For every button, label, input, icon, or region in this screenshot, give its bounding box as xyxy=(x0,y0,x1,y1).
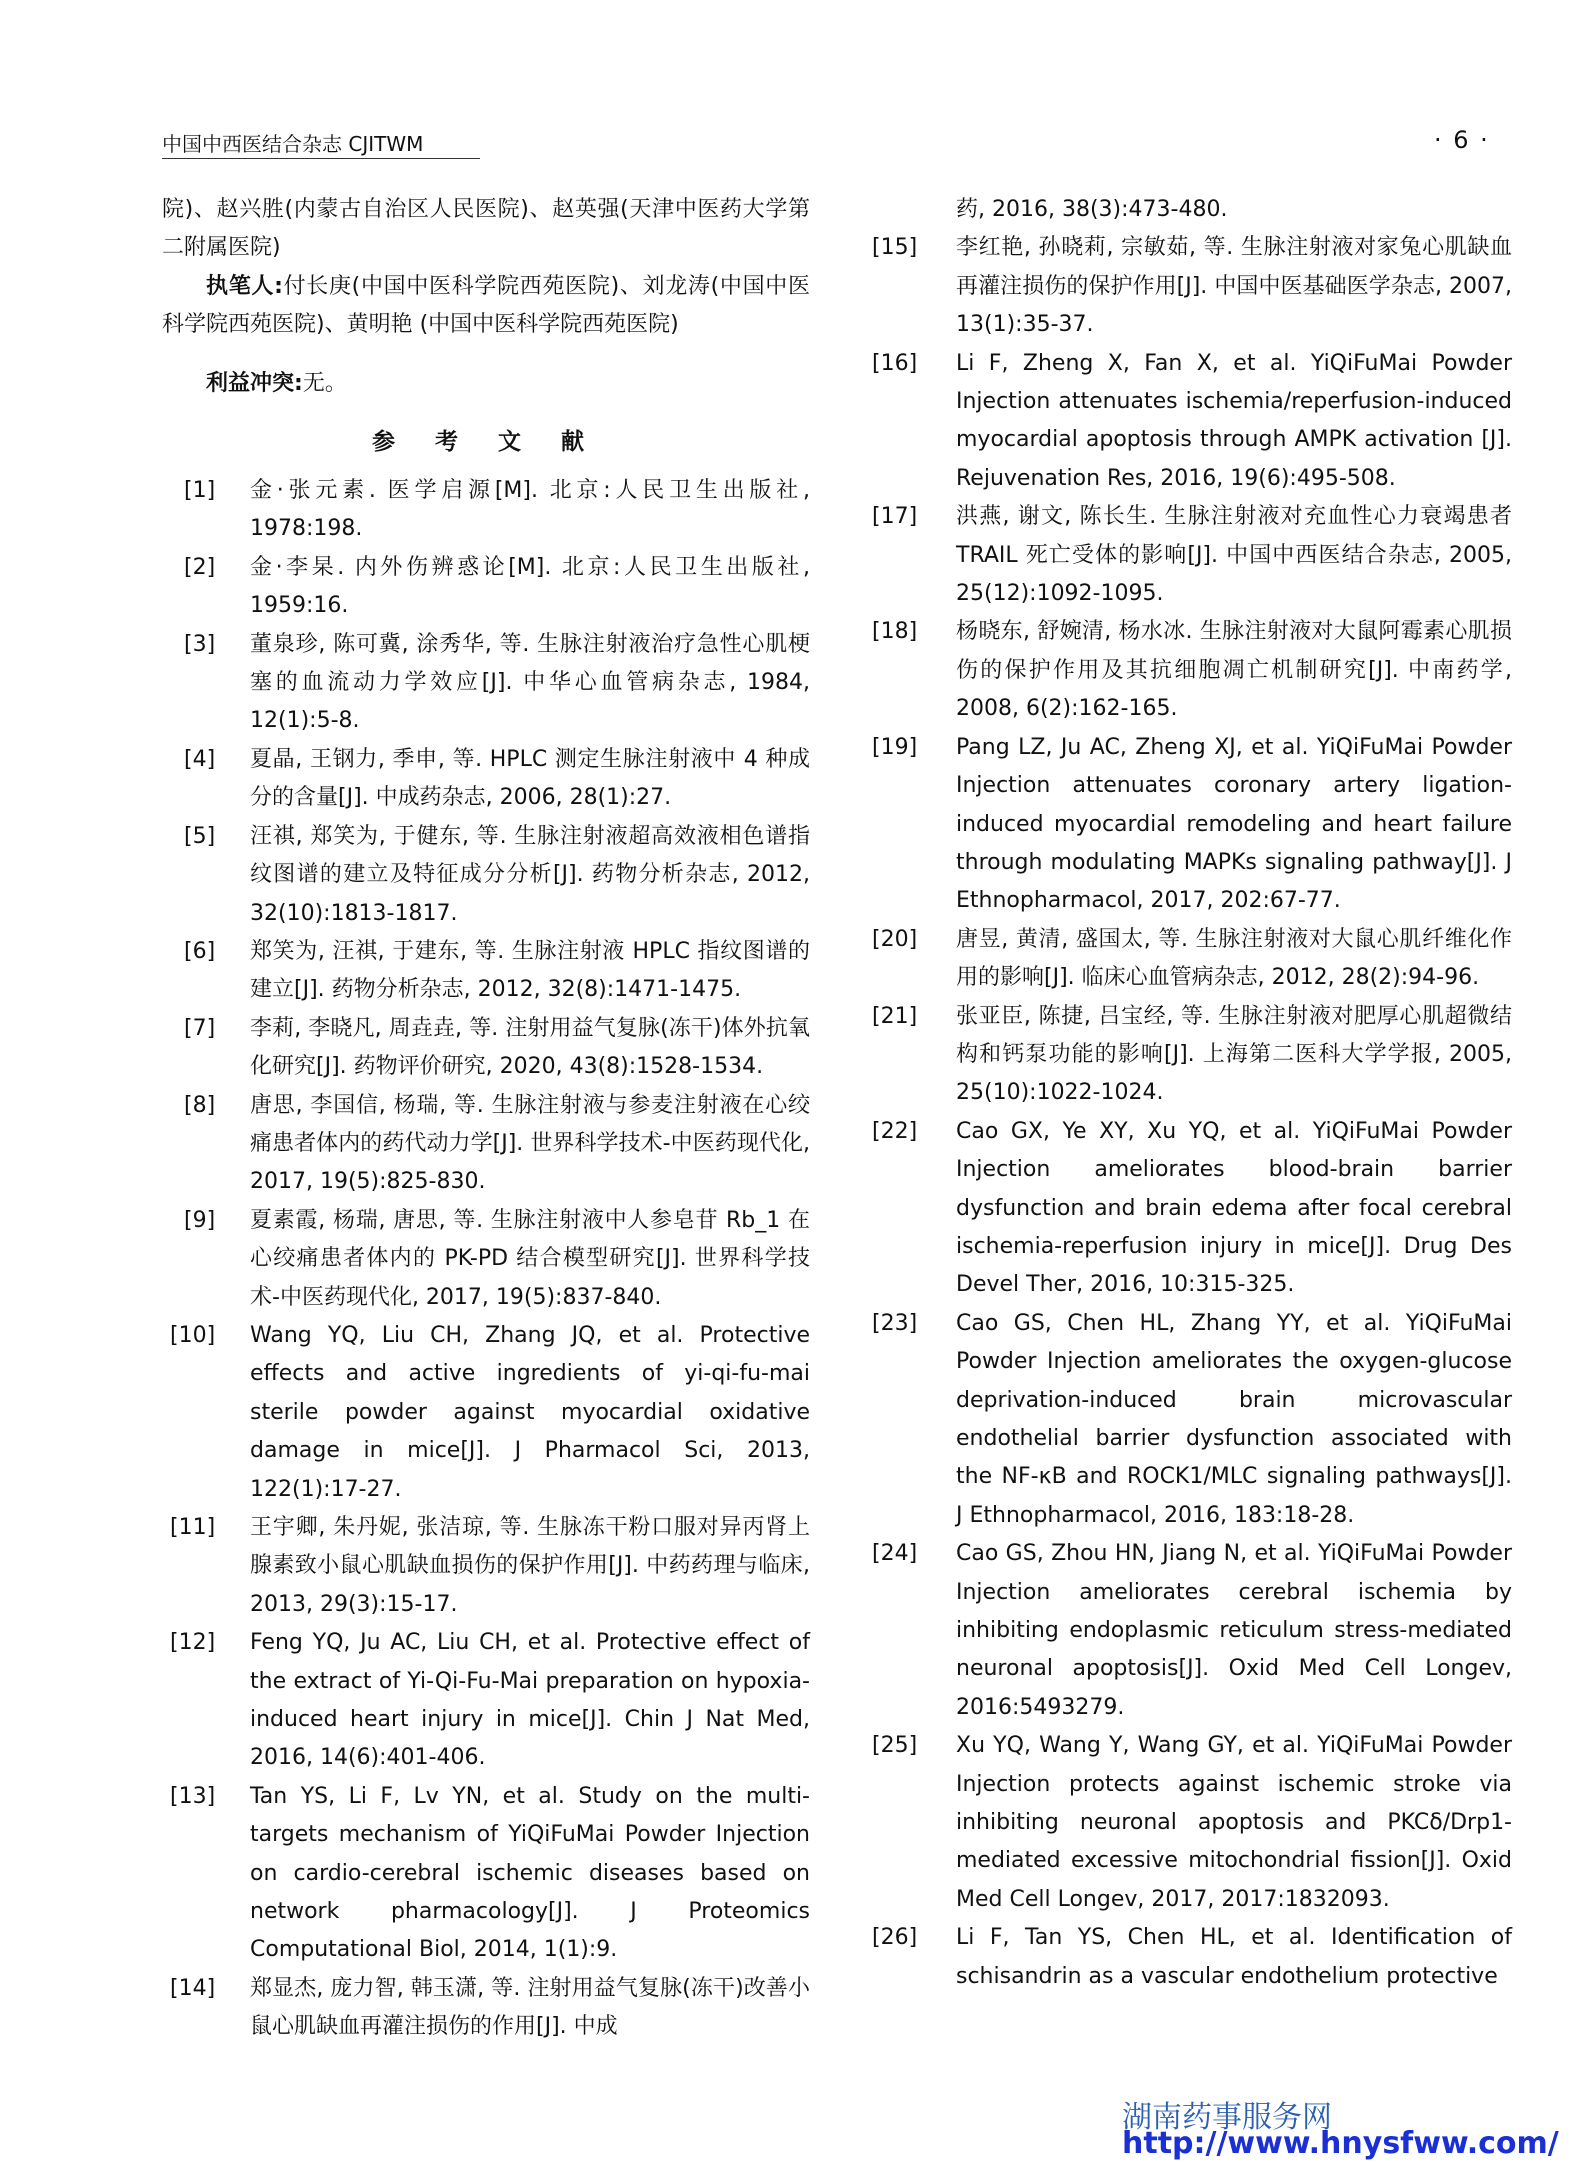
reference-text: 杨晓东, 舒婉清, 杨水冰. 生脉注射液对大鼠阿霉素心肌损伤的保护作用及其抗细胞凋亡机制研究[J]. 中南药学, 2008, 6(2):162-165. xyxy=(956,619,1512,722)
reference-text: 夏素霞, 杨瑞, 唐思, 等. 生脉注射液中人参皂苷 Rb_1 在心绞痛患者体内的 PK-PD 结合模型研究[J]. 世界科学技术-中医药现代化, 2017, 19(5):837-840. xyxy=(250,1207,810,1310)
reference-item xyxy=(162,741,810,818)
reference-text: Cao GS, Chen HL, Zhang YY, et al. YiQiFuMai Powder Injection ameliorates the oxygen-glucose deprivation-induced brain microvascular endothelial barrier dysfunction associated with the NF-κB and ROCK1/MLC signaling pathways[J]. J Ethnopharmacol, 2016, 183:18-28. xyxy=(956,1310,1512,1528)
reference-number: [4] xyxy=(184,746,216,772)
reference-text: Cao GS, Zhou HN, Jiang N, et al. YiQiFuMai Powder Injection ameliorates cerebral ischemia by inhibiting endoplasmic reticulum stress-mediated neuronal apoptosis[J]. Oxid Med Cell Longev, 2016:5493279. xyxy=(956,1541,1512,1720)
reference-text: 郑显杰, 庞力智, 韩玉潇, 等. 注射用益气复脉(冻干)改善小鼠心肌缺血再灌注损伤的作用[J]. 中成 xyxy=(250,1975,810,2040)
reference-number: [1] xyxy=(184,478,216,504)
reference-text: 汪祺, 郑笑为, 于健东, 等. 生脉注射液超高效液相色谱指纹图谱的建立及特征成分分析[J]. 药物分析杂志, 2012, 32(10):1813-1817. xyxy=(250,823,810,926)
reference-number: [13] xyxy=(170,1783,216,1809)
reference-number: [20] xyxy=(872,926,918,952)
reference-item xyxy=(872,498,1512,613)
reference-number: [24] xyxy=(872,1541,918,1567)
reference-number: [15] xyxy=(872,235,918,261)
reference-text: 夏晶, 王钢力, 季申, 等. HPLC 测定生脉注射液中 4 种成分的含量[J]. 中成药杂志, 2006, 28(1):27. xyxy=(250,746,810,811)
reference-number: [26] xyxy=(872,1925,918,1951)
reference-number: [16] xyxy=(872,350,918,376)
reference-item xyxy=(872,1535,1512,1727)
reference-item xyxy=(162,1970,810,2047)
writers-label: 执笔人: xyxy=(206,273,283,299)
reference-item xyxy=(162,626,810,741)
reference-item xyxy=(162,1624,810,1778)
reference-number: [9] xyxy=(184,1207,216,1233)
conflict-text: 无。 xyxy=(302,370,347,396)
reference-text: 唐思, 李国信, 杨瑞, 等. 生脉注射液与参麦注射液在心绞痛患者体内的药代动力学[J]. 世界科学技术-中医药现代化, 2017, 19(5):825-830. xyxy=(250,1092,810,1195)
reference-text: 药, 2016, 38(3):473-480. xyxy=(956,197,1228,222)
reference-number: [2] xyxy=(184,554,216,580)
references-heading: 参 考 文 献 xyxy=(371,429,601,456)
reference-item xyxy=(162,1202,810,1317)
reference-number: [11] xyxy=(170,1515,216,1540)
left-column xyxy=(162,191,810,2047)
reference-item xyxy=(162,472,810,549)
reference-item xyxy=(872,1919,1512,1996)
reference-number: [8] xyxy=(184,1092,216,1118)
reference-text: 王宇卿, 朱丹妮, 张洁琼, 等. 生脉冻干粉口服对异丙肾上腺素致小鼠心肌缺血损伤的保护作用[J]. 中药药理与临床, 2013, 29(3):15-17. xyxy=(250,1515,810,1617)
reference-text: 郑笑为, 汪祺, 于建东, 等. 生脉注射液 HPLC 指纹图谱的建立[J]. 药物分析杂志, 2012, 32(8):1471-1475. xyxy=(250,938,810,1003)
reference-item xyxy=(872,1113,1512,1305)
reference-item xyxy=(162,1087,810,1202)
writers-paragraph xyxy=(162,268,810,345)
reference-item xyxy=(162,1317,810,1509)
page-number: · 6 · xyxy=(1434,126,1490,154)
reference-text: Feng YQ, Ju AC, Liu CH, et al. Protective effect of the extract of Yi-Qi-Fu-Mai preparation on hypoxia-induced heart injury in mice[J]. Chin J Nat Med, 2016, 14(6):401-406. xyxy=(250,1630,810,1771)
reference-item xyxy=(872,1305,1512,1535)
reference-text: Cao GX, Ye XY, Xu YQ, et al. YiQiFuMai Powder Injection ameliorates blood-brain barrier dysfunction and brain edema after focal cerebral ischemia-reperfusion injury in mice[J]. Drug Des Devel Ther, 2016, 10:315-325. xyxy=(956,1118,1512,1298)
reference-text: 金·李杲. 内外伤辨惑论[M]. 北京:人民卫生出版社, 1959:16. xyxy=(250,554,810,619)
reference-text: 唐昱, 黄清, 盛国太, 等. 生脉注射液对大鼠心肌纤维化作用的影响[J]. 临床心血管病杂志, 2012, 28(2):94-96. xyxy=(956,926,1512,991)
reference-number: [25] xyxy=(872,1733,918,1759)
reference-number: [19] xyxy=(872,734,918,760)
reference-item xyxy=(162,818,810,933)
reference-text: 李莉, 李晓凡, 周垚垚, 等. 注射用益气复脉(冻干)体外抗氧化研究[J]. 药物评价研究, 2020, 43(8):1528-1534. xyxy=(250,1015,810,1080)
right-column xyxy=(872,191,1512,1996)
reference-item xyxy=(872,229,1512,344)
contributors-continuation: 院)、赵兴胜(内蒙古自治区人民医院)、赵英强(天津中医药大学第二附属医院) xyxy=(162,197,810,261)
reference-item xyxy=(162,933,810,1010)
conflict-label: 利益冲突: xyxy=(206,370,303,396)
reference-number: [18] xyxy=(872,619,918,645)
reference-continuation xyxy=(872,191,1512,229)
reference-number: [3] xyxy=(184,631,216,657)
reference-number: [6] xyxy=(184,938,216,964)
reference-number: [5] xyxy=(184,823,216,849)
reference-item xyxy=(872,729,1512,921)
reference-number: [17] xyxy=(872,504,918,530)
reference-item xyxy=(872,998,1512,1113)
reference-item xyxy=(872,1727,1512,1919)
reference-text: 董泉珍, 陈可冀, 涂秀华, 等. 生脉注射液治疗急性心肌梗塞的血流动力学效应[J]. 中华心血管病杂志, 1984, 12(1):5-8. xyxy=(250,631,810,734)
reference-item xyxy=(162,1778,810,1970)
reference-text: 张亚臣, 陈捷, 吕宝经, 等. 生脉注射液对肥厚心肌超微结构和钙泵功能的影响[J]. 上海第二医科大学学报, 2005, 25(10):1022-1024. xyxy=(956,1003,1512,1106)
reference-text: Li F, Tan YS, Chen HL, et al. Identification of schisandrin as a vascular endothelium protective xyxy=(956,1925,1512,1989)
reference-item xyxy=(872,613,1512,728)
writers-text: 付长庚(中国中医科学院西苑医院)、刘龙涛(中国中医科学院西苑医院)、黄明艳 (中国中医科学院西苑医院) xyxy=(162,273,810,338)
watermark-site-name: 湖南药事服务网 xyxy=(1122,2100,1332,2135)
running-header-journal: 中国中西医结合杂志 CJITWM xyxy=(162,132,424,156)
reference-text: Pang LZ, Ju AC, Zheng XJ, et al. YiQiFuMai Powder Injection attenuates coronary artery ligation-induced myocardial remodeling and heart failure through modulating MAPKs signaling pathway[J]. J Ethnopharmacol, 2017, 202:67-77. xyxy=(956,734,1512,914)
watermark-url: http://www.hnysfww.com/ xyxy=(1122,2126,1559,2161)
reference-item xyxy=(162,1509,810,1624)
reference-item xyxy=(872,921,1512,998)
reference-number: [14] xyxy=(170,1975,216,2001)
conflict-of-interest xyxy=(162,365,810,403)
reference-number: [7] xyxy=(184,1015,216,1041)
reference-item xyxy=(162,549,810,626)
reference-text: Li F, Zheng X, Fan X, et al. YiQiFuMai Powder Injection attenuates ischemia/reperfusion-induced myocardial apoptosis through AMPK activation [J]. Rejuvenation Res, 2016, 19(6):495-508. xyxy=(956,350,1512,491)
reference-text: Xu YQ, Wang Y, Wang GY, et al. YiQiFuMai Powder Injection protects against ischemic stroke via inhibiting neuronal apoptosis and PKCδ/Drp1-mediated excessive mitochondrial fission[J]. Oxid Med Cell Longev, 2017, 2017:1832093. xyxy=(956,1733,1512,1912)
reference-text: 金·张元素. 医学启源[M]. 北京:人民卫生出版社, 1978:198. xyxy=(250,478,810,542)
reference-item xyxy=(872,345,1512,499)
reference-text: Wang YQ, Liu CH, Zhang JQ, et al. Protective effects and active ingredients of yi-qi-fu-mai sterile powder against myocardial oxidative damage in mice[J]. J Pharmacol Sci, 2013, 122(1):17-27. xyxy=(250,1322,810,1502)
reference-text: 李红艳, 孙晓莉, 宗敏茹, 等. 生脉注射液对家兔心肌缺血再灌注损伤的保护作用[J]. 中国中医基础医学杂志, 2007, 13(1):35-37. xyxy=(956,235,1512,338)
reference-number: [12] xyxy=(170,1630,216,1656)
reference-number: [10] xyxy=(170,1322,216,1348)
reference-text: Tan YS, Li F, Lv YN, et al. Study on the multi-targets mechanism of YiQiFuMai Powder Injection on cardio-cerebral ischemic diseases based on network pharmacology[J]. J Proteomics Computational Biol, 2014, 1(1):9. xyxy=(250,1783,810,1963)
reference-number: [22] xyxy=(872,1118,918,1144)
reference-number: [23] xyxy=(872,1310,918,1336)
reference-number: [21] xyxy=(872,1003,918,1029)
reference-item xyxy=(162,1010,810,1087)
header-rule xyxy=(162,158,480,159)
reference-text: 洪燕, 谢文, 陈长生. 生脉注射液对充血性心力衰竭患者 TRAIL 死亡受体的影响[J]. 中国中西医结合杂志, 2005, 25(12):1092-1095. xyxy=(956,504,1512,607)
